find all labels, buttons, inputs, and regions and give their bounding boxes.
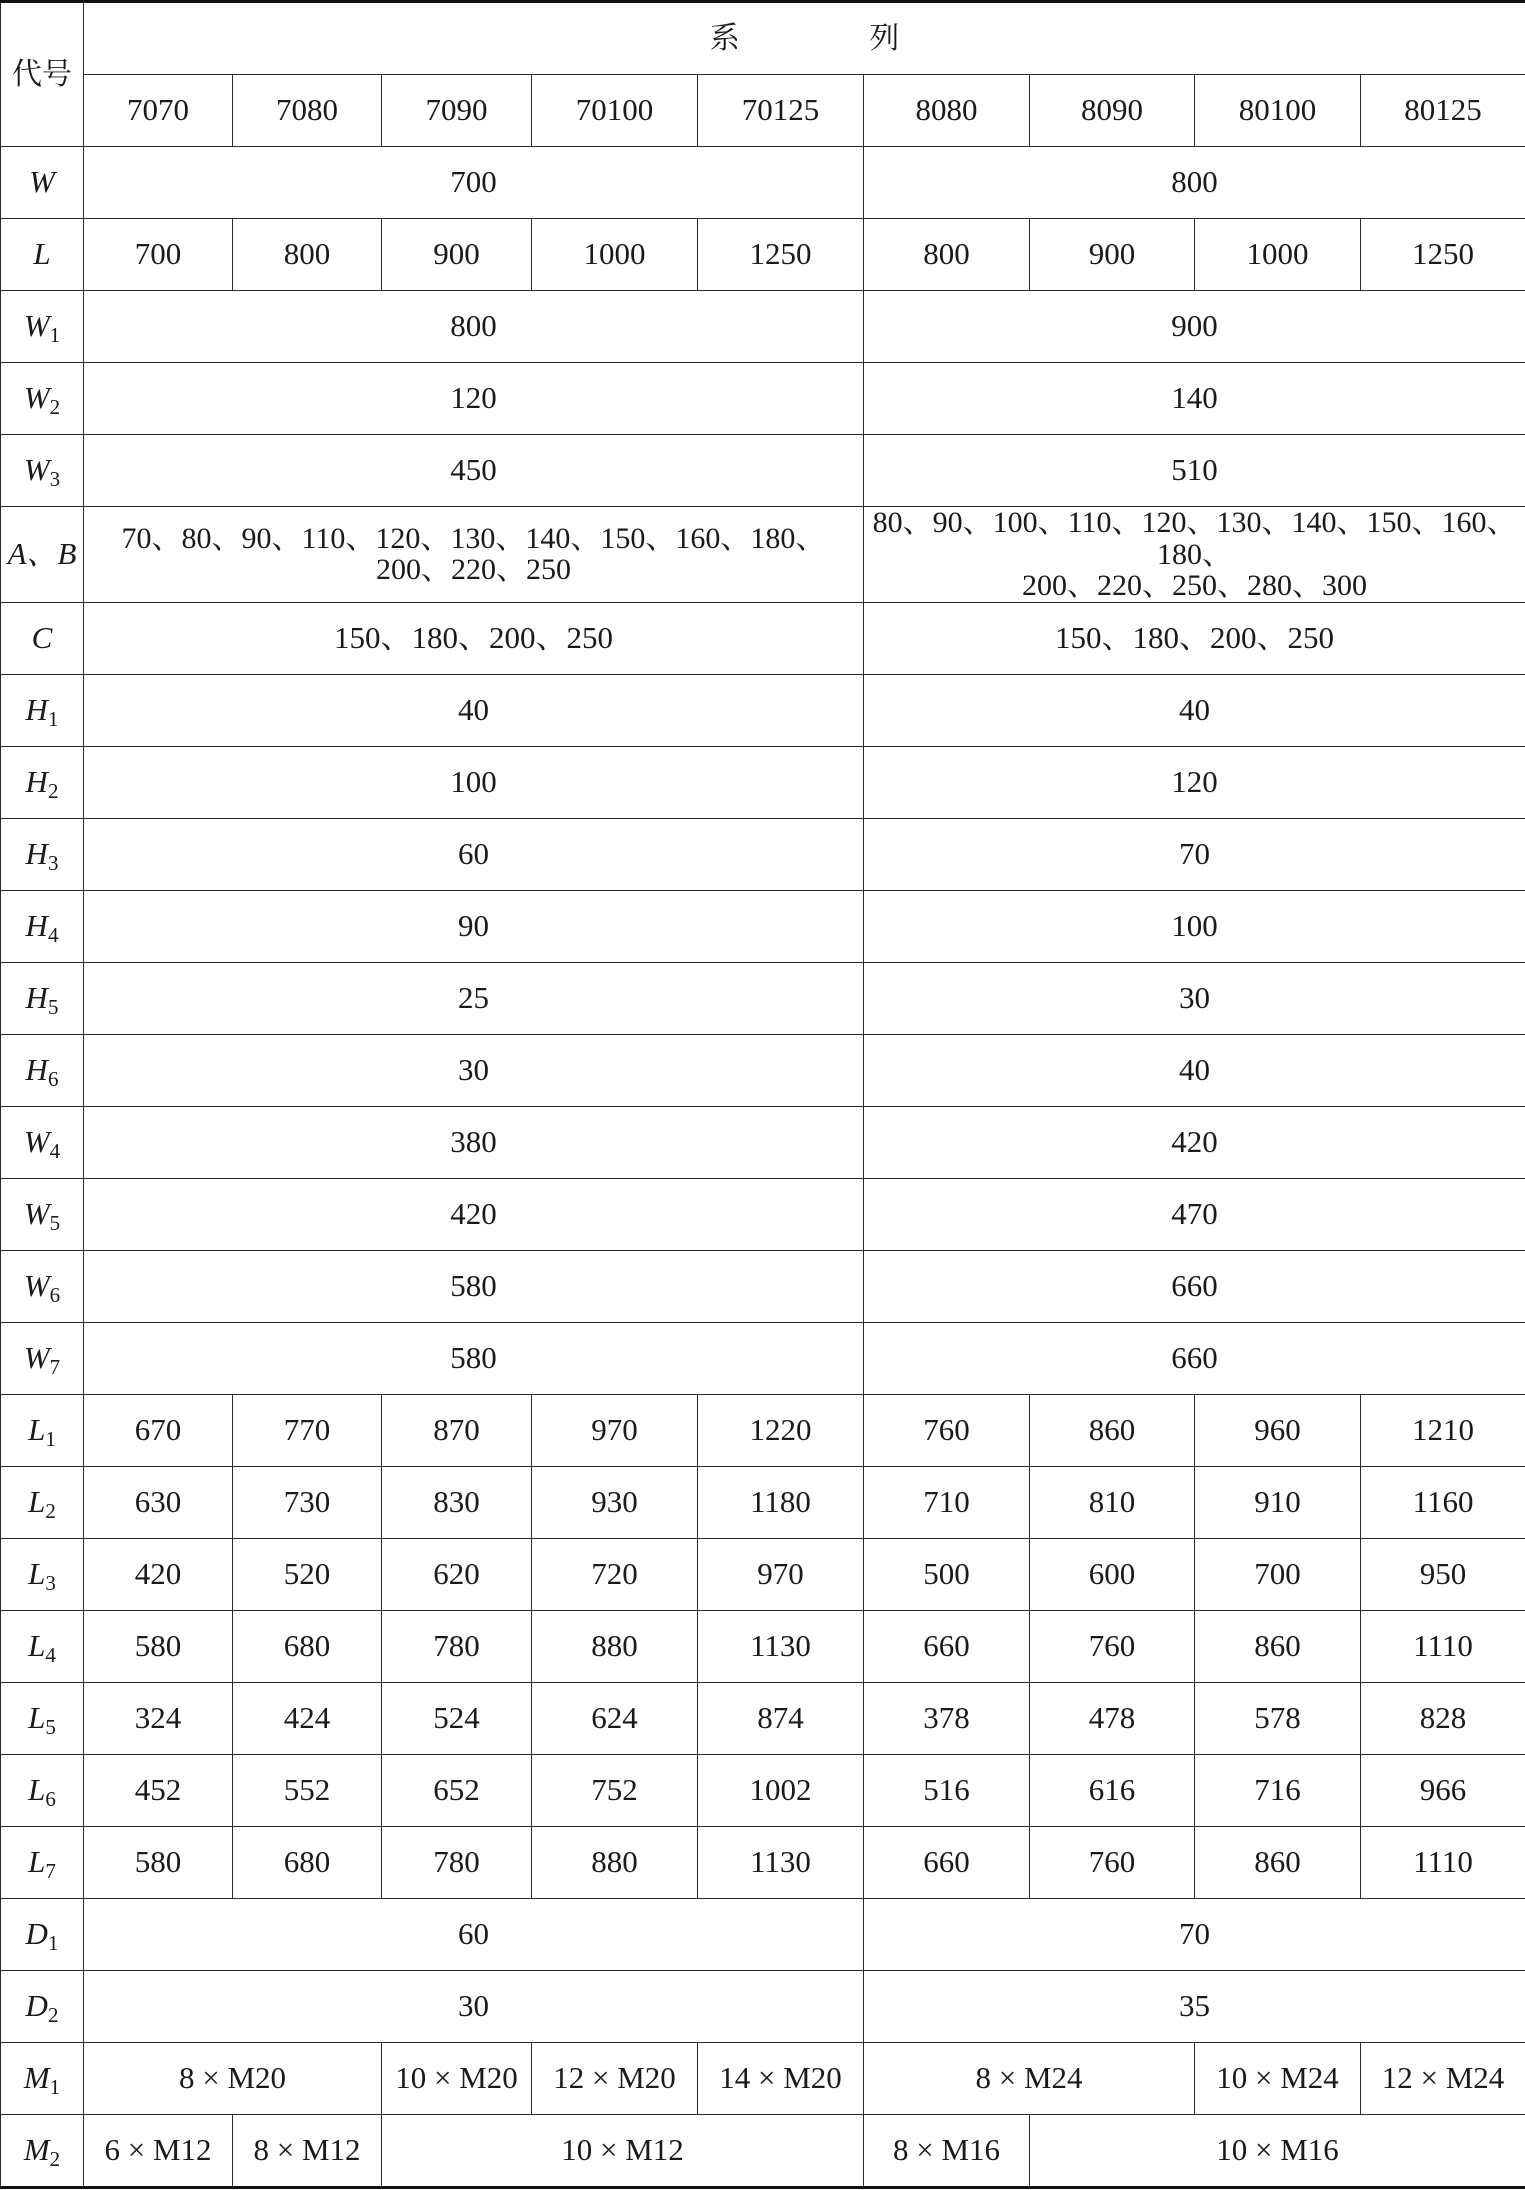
value-cell: 900 <box>864 291 1525 363</box>
value-cell: 30 <box>84 1034 864 1106</box>
value-cell: 780 <box>382 1826 532 1898</box>
row-code-symbol: D <box>25 1915 48 1951</box>
row-code-symbol: L <box>28 1555 46 1591</box>
table-row-h3 <box>1 818 1525 890</box>
value-cell: 660 <box>864 1826 1030 1898</box>
value-cell: 25 <box>84 962 864 1034</box>
value-cell: 660 <box>864 1322 1525 1394</box>
row-code-subscript: 6 <box>49 1282 61 1307</box>
row-code <box>1 1394 84 1466</box>
row-code-subscript: 4 <box>49 1138 61 1163</box>
row-code-symbol: L <box>33 236 51 272</box>
series-header: 系 列 <box>84 2 1525 75</box>
value-cell: 10 × M24 <box>1195 2042 1361 2114</box>
value-cell: 670 <box>84 1394 233 1466</box>
value-cell: 10 × M20 <box>382 2042 532 2114</box>
value-cell: 30 <box>84 1970 864 2042</box>
value-cell: 12 × M24 <box>1361 2042 1525 2114</box>
row-code <box>1 1106 84 1178</box>
row-code-symbol: W <box>23 1339 50 1375</box>
value-cell: 150、180、200、250 <box>864 602 1525 674</box>
value-cell: 760 <box>1030 1826 1195 1898</box>
value-cell: 966 <box>1361 1754 1525 1826</box>
row-code <box>1 1466 84 1538</box>
row-code <box>1 1682 84 1754</box>
row-code-subscript: 4 <box>45 1642 56 1667</box>
row-code <box>1 1538 84 1610</box>
value-cell: 424 <box>233 1682 382 1754</box>
value-cell: 880 <box>532 1610 698 1682</box>
value-cell <box>864 507 1525 603</box>
table-row-d2 <box>1 1970 1525 2042</box>
value-cell: 874 <box>698 1682 864 1754</box>
value-cell: 830 <box>382 1466 532 1538</box>
row-code-subscript: 1 <box>47 1930 59 1955</box>
row-code-subscript: 2 <box>47 778 59 803</box>
value-cell: 578 <box>1195 1682 1361 1754</box>
row-code <box>1 219 84 291</box>
value-cell: 616 <box>1030 1754 1195 1826</box>
value-cell: 1000 <box>1195 219 1361 291</box>
table-row-ab <box>1 507 1525 603</box>
value-cell: 880 <box>532 1826 698 1898</box>
row-code <box>1 1034 84 1106</box>
value-cell: 800 <box>233 219 382 291</box>
row-code <box>1 1250 84 1322</box>
row-code-subscript: 5 <box>49 1210 61 1235</box>
value-cell: 800 <box>864 147 1525 219</box>
row-code-subscript: 2 <box>45 1498 56 1523</box>
row-code-subscript: 4 <box>47 922 59 947</box>
series-code: 7070 <box>84 75 233 147</box>
table-row-h2 <box>1 746 1525 818</box>
row-code-symbol: L <box>28 1699 46 1735</box>
row-code <box>1 1898 84 1970</box>
value-cell: 1130 <box>698 1826 864 1898</box>
value-cell: 70 <box>864 1898 1525 1970</box>
table-row-h4 <box>1 890 1525 962</box>
code-header: 代号 <box>1 2 84 147</box>
series-code: 7080 <box>233 75 382 147</box>
value-cell: 580 <box>84 1250 864 1322</box>
row-code-symbol: H <box>25 1051 48 1087</box>
value-cell: 580 <box>84 1826 233 1898</box>
row-code-symbol: W <box>29 164 55 200</box>
table-row-l5 <box>1 1682 1525 1754</box>
table-row-w3 <box>1 435 1525 507</box>
header-row-series <box>1 2 1525 75</box>
row-code <box>1 507 84 603</box>
value-cell: 478 <box>1030 1682 1195 1754</box>
value-cell: 1110 <box>1361 1610 1525 1682</box>
row-code-subscript: 6 <box>45 1786 56 1811</box>
value-cell: 760 <box>1030 1610 1195 1682</box>
table-row-l2 <box>1 1466 1525 1538</box>
value-cell: 140 <box>864 363 1525 435</box>
value-cell: 150、180、200、250 <box>84 602 864 674</box>
row-code-symbol: C <box>31 619 53 655</box>
value-cell: 1250 <box>1361 219 1525 291</box>
row-code <box>1 147 84 219</box>
row-code <box>1 890 84 962</box>
value-cell: 8 × M24 <box>864 2042 1195 2114</box>
value-cell <box>84 507 864 603</box>
value-cell: 860 <box>1195 1826 1361 1898</box>
value-cell: 810 <box>1030 1466 1195 1538</box>
table-row-w1 <box>1 291 1525 363</box>
table-row-l7 <box>1 1826 1525 1898</box>
row-code-subscript: 6 <box>47 1066 59 1091</box>
value-cell: 30 <box>864 962 1525 1034</box>
table-row-m2 <box>1 2114 1525 2187</box>
value-cell: 580 <box>84 1610 233 1682</box>
series-code: 7090 <box>382 75 532 147</box>
value-line: 200、220、250 <box>376 553 571 587</box>
value-cell: 120 <box>864 746 1525 818</box>
row-code-subscript: 1 <box>49 323 61 348</box>
row-code-symbol: M <box>23 2131 50 2167</box>
value-cell: 500 <box>864 1538 1030 1610</box>
value-cell: 420 <box>84 1178 864 1250</box>
row-code <box>1 746 84 818</box>
value-cell: 870 <box>382 1394 532 1466</box>
value-cell: 510 <box>864 435 1525 507</box>
value-cell: 800 <box>84 291 864 363</box>
row-code-symbol: H <box>25 763 48 799</box>
row-code-subscript: 2 <box>47 2002 59 2027</box>
row-code <box>1 962 84 1034</box>
row-code-symbol: W <box>23 1267 50 1303</box>
row-code-symbol: M <box>23 2059 50 2095</box>
value-cell: 900 <box>382 219 532 291</box>
value-cell: 12 × M20 <box>532 2042 698 2114</box>
row-code <box>1 2114 84 2187</box>
value-cell: 420 <box>864 1106 1525 1178</box>
value-cell: 40 <box>864 674 1525 746</box>
value-cell: 524 <box>382 1682 532 1754</box>
table-row-h1 <box>1 674 1525 746</box>
table-row-w6 <box>1 1250 1525 1322</box>
row-code-subscript: 5 <box>45 1714 56 1739</box>
row-code-symbol: W <box>23 452 50 488</box>
table-row-w4 <box>1 1106 1525 1178</box>
value-cell: 860 <box>1030 1394 1195 1466</box>
value-cell: 730 <box>233 1466 382 1538</box>
table-row-d1 <box>1 1898 1525 1970</box>
value-cell: 580 <box>84 1322 864 1394</box>
value-cell: 660 <box>864 1610 1030 1682</box>
table-row-l1 <box>1 1394 1525 1466</box>
value-cell: 1130 <box>698 1610 864 1682</box>
value-cell: 90 <box>84 890 864 962</box>
row-code <box>1 1970 84 2042</box>
row-code-subscript: 1 <box>49 2074 61 2099</box>
value-line: 80、90、100、110、120、130、140、150、160、180、 <box>872 506 1517 571</box>
value-cell: 450 <box>84 435 864 507</box>
row-code-symbol: H <box>25 907 48 943</box>
value-cell: 40 <box>84 674 864 746</box>
row-code-symbol: W <box>23 1195 50 1231</box>
value-cell: 600 <box>1030 1538 1195 1610</box>
table-row-w7 <box>1 1322 1525 1394</box>
row-code-symbol: H <box>25 691 48 727</box>
value-cell: 1250 <box>698 219 864 291</box>
value-cell: 770 <box>233 1394 382 1466</box>
row-code-symbol: W <box>23 1123 50 1159</box>
value-cell: 700 <box>1195 1538 1361 1610</box>
row-code-symbol: L <box>28 1843 46 1879</box>
row-code <box>1 818 84 890</box>
value-cell: 10 × M12 <box>382 2114 864 2187</box>
table-row-c <box>1 602 1525 674</box>
value-cell: 900 <box>1030 219 1195 291</box>
row-code-symbol: D <box>25 1987 48 2023</box>
row-code-subscript: 7 <box>45 1858 56 1883</box>
row-code-symbol: A、B <box>7 535 77 571</box>
row-code-subscript: 5 <box>47 994 59 1019</box>
table-row-l3 <box>1 1538 1525 1610</box>
value-cell: 14 × M20 <box>698 2042 864 2114</box>
row-code-symbol: H <box>25 979 48 1015</box>
value-cell: 620 <box>382 1538 532 1610</box>
series-code: 70100 <box>532 75 698 147</box>
series-code: 80100 <box>1195 75 1361 147</box>
value-cell: 960 <box>1195 1394 1361 1466</box>
value-cell: 6 × M12 <box>84 2114 233 2187</box>
value-cell: 720 <box>532 1538 698 1610</box>
value-cell: 1210 <box>1361 1394 1525 1466</box>
value-cell: 828 <box>1361 1682 1525 1754</box>
value-cell: 930 <box>532 1466 698 1538</box>
value-cell: 716 <box>1195 1754 1361 1826</box>
value-cell: 1110 <box>1361 1826 1525 1898</box>
row-code <box>1 1754 84 1826</box>
table-row-l4 <box>1 1610 1525 1682</box>
row-code <box>1 363 84 435</box>
row-code-symbol: L <box>28 1771 46 1807</box>
value-cell: 120 <box>84 363 864 435</box>
value-line: 70、80、90、110、120、130、140、150、160、180、 <box>121 521 826 555</box>
value-cell: 60 <box>84 1898 864 1970</box>
row-code-symbol: H <box>25 835 48 871</box>
table-row-h6 <box>1 1034 1525 1106</box>
value-cell: 35 <box>864 1970 1525 2042</box>
value-cell: 760 <box>864 1394 1030 1466</box>
value-cell: 520 <box>233 1538 382 1610</box>
value-cell: 10 × M16 <box>1030 2114 1525 2187</box>
table-row-m1 <box>1 2042 1525 2114</box>
value-cell: 100 <box>864 890 1525 962</box>
value-cell: 970 <box>698 1538 864 1610</box>
value-cell: 420 <box>84 1538 233 1610</box>
series-code: 8080 <box>864 75 1030 147</box>
value-cell: 860 <box>1195 1610 1361 1682</box>
value-cell: 752 <box>532 1754 698 1826</box>
row-code <box>1 1826 84 1898</box>
row-code-symbol: L <box>28 1411 46 1447</box>
row-code-subscript: 2 <box>49 395 61 420</box>
row-code-subscript: 2 <box>49 2146 61 2171</box>
value-cell: 452 <box>84 1754 233 1826</box>
value-cell: 552 <box>233 1754 382 1826</box>
table-row-w5 <box>1 1178 1525 1250</box>
table-row-h5 <box>1 962 1525 1034</box>
value-cell: 1000 <box>532 219 698 291</box>
value-cell: 60 <box>84 818 864 890</box>
value-cell: 8 × M12 <box>233 2114 382 2187</box>
header-row-series-codes <box>1 75 1525 147</box>
row-code <box>1 1322 84 1394</box>
value-cell: 710 <box>864 1466 1030 1538</box>
row-code <box>1 602 84 674</box>
row-code-symbol: W <box>23 380 50 416</box>
value-cell: 680 <box>233 1826 382 1898</box>
value-cell: 800 <box>864 219 1030 291</box>
row-code <box>1 291 84 363</box>
series-code: 70125 <box>698 75 864 147</box>
row-code-symbol: W <box>23 308 50 344</box>
value-cell: 910 <box>1195 1466 1361 1538</box>
row-code <box>1 1610 84 1682</box>
row-code <box>1 674 84 746</box>
row-code-subscript: 3 <box>47 850 59 875</box>
value-cell: 1180 <box>698 1466 864 1538</box>
value-cell: 100 <box>84 746 864 818</box>
row-code-subscript: 1 <box>47 706 59 731</box>
row-code <box>1 1178 84 1250</box>
value-cell: 950 <box>1361 1538 1525 1610</box>
value-cell: 8 × M20 <box>84 2042 382 2114</box>
series-code: 80125 <box>1361 75 1525 147</box>
value-cell: 970 <box>532 1394 698 1466</box>
value-cell: 380 <box>84 1106 864 1178</box>
row-code <box>1 2042 84 2114</box>
value-cell: 624 <box>532 1682 698 1754</box>
value-cell: 324 <box>84 1682 233 1754</box>
value-cell: 8 × M16 <box>864 2114 1030 2187</box>
series-code: 8090 <box>1030 75 1195 147</box>
row-code-symbol: L <box>28 1483 46 1519</box>
table-row-w <box>1 147 1525 219</box>
table-row-l6 <box>1 1754 1525 1826</box>
value-cell: 1220 <box>698 1394 864 1466</box>
value-cell: 1160 <box>1361 1466 1525 1538</box>
row-code-subscript: 3 <box>49 467 61 492</box>
value-cell: 660 <box>864 1250 1525 1322</box>
row-code-symbol: L <box>28 1627 46 1663</box>
value-cell: 70 <box>864 818 1525 890</box>
value-line: 200、220、250、280、300 <box>1022 569 1368 602</box>
value-cell: 378 <box>864 1682 1030 1754</box>
row-code-subscript: 3 <box>45 1570 56 1595</box>
value-cell: 700 <box>84 219 233 291</box>
value-cell: 652 <box>382 1754 532 1826</box>
row-code-subscript: 1 <box>45 1426 56 1451</box>
value-cell: 700 <box>84 147 864 219</box>
row-code-subscript: 7 <box>49 1354 61 1379</box>
table-row-w2 <box>1 363 1525 435</box>
value-cell: 470 <box>864 1178 1525 1250</box>
value-cell: 680 <box>233 1610 382 1682</box>
value-cell: 516 <box>864 1754 1030 1826</box>
table-row-l <box>1 219 1525 291</box>
value-cell: 630 <box>84 1466 233 1538</box>
row-code <box>1 435 84 507</box>
value-cell: 780 <box>382 1610 532 1682</box>
value-cell: 1002 <box>698 1754 864 1826</box>
value-cell: 40 <box>864 1034 1525 1106</box>
